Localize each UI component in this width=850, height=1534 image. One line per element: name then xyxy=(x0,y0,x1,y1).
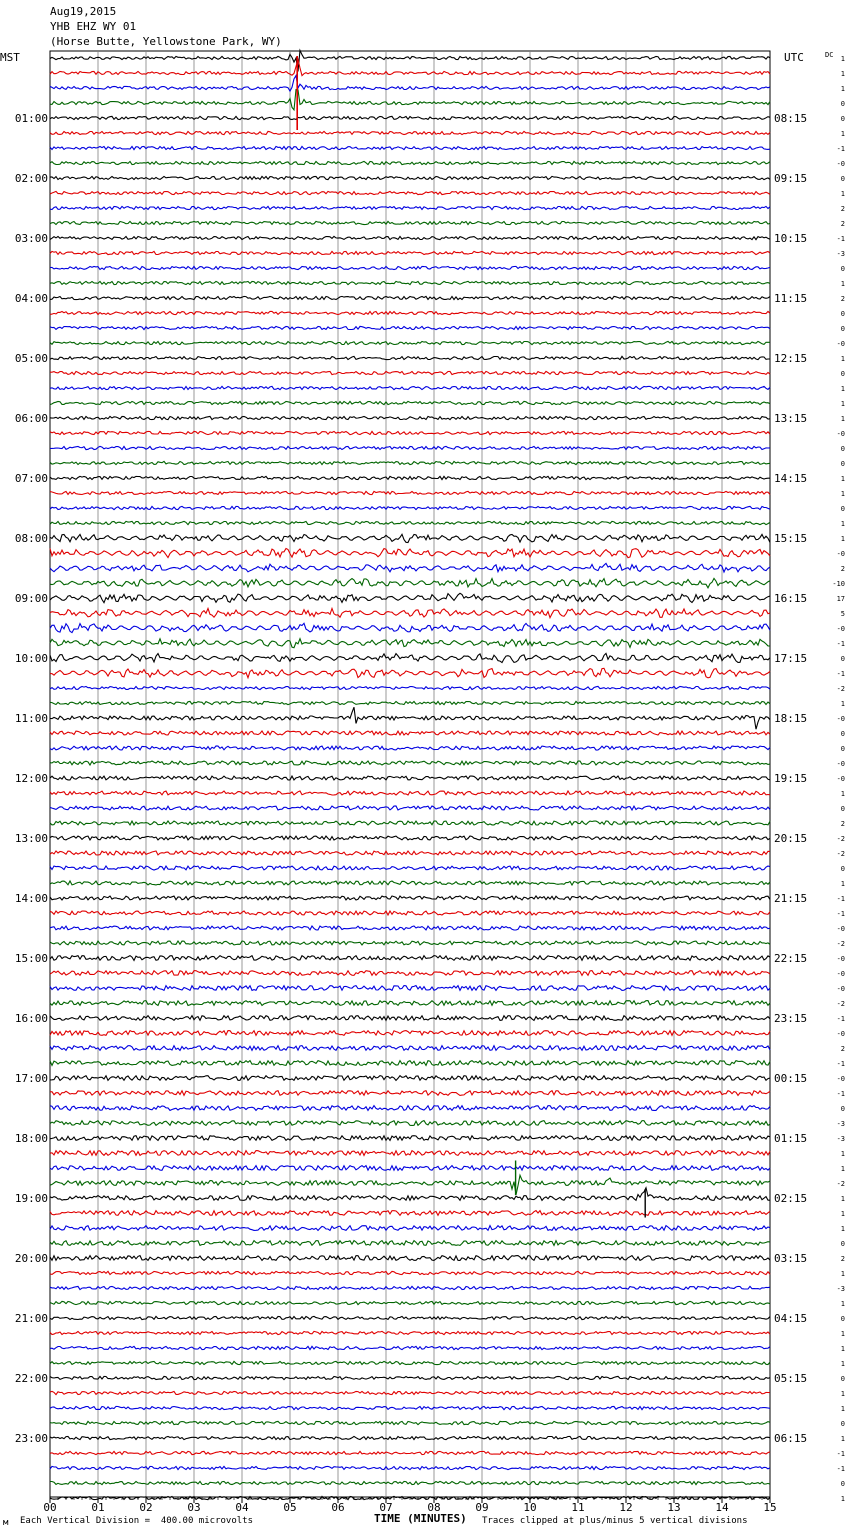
trace-row-43 xyxy=(50,701,770,704)
left-hour-label: 17:00 xyxy=(14,1072,48,1085)
right-hour-label: 15:15 xyxy=(774,532,808,545)
dc-offset-label: 1 xyxy=(840,1150,845,1158)
dc-offset-label: -2 xyxy=(836,1180,845,1188)
dc-offset-label: 0 xyxy=(840,865,845,873)
dc-offset-label: 0 xyxy=(840,805,845,813)
dc-offset-label: 2 xyxy=(840,565,845,573)
dc-offset-label: -0 xyxy=(836,340,845,348)
right-hour-label: 21:15 xyxy=(774,892,808,905)
left-hour-label: 13:00 xyxy=(14,832,48,845)
trace-row-48 xyxy=(50,776,770,780)
right-hour-label: 08:15 xyxy=(774,112,808,125)
trace-row-21 xyxy=(50,371,770,374)
trace-row-8 xyxy=(50,176,770,179)
x-tick-label: 00 xyxy=(43,1501,57,1514)
dc-offset-label: 1 xyxy=(840,1345,845,1353)
dc-offset-label: 2 xyxy=(840,1045,845,1053)
trace-row-75 xyxy=(50,1175,770,1195)
dc-offset-label: 1 xyxy=(840,1435,845,1443)
dc-offset-label: -1 xyxy=(836,640,845,648)
left-hour-label: 04:00 xyxy=(14,292,48,305)
x-tick-label: 05 xyxy=(283,1501,297,1514)
dc-offset-label: 1 xyxy=(840,85,845,93)
dc-offset-label: 1 xyxy=(840,70,845,78)
right-hour-label: 01:15 xyxy=(774,1132,808,1145)
trace-row-13 xyxy=(50,251,770,254)
trace-row-16 xyxy=(50,296,770,299)
scale-note: Each Vertical Division = 400.00 microvolts xyxy=(20,1516,253,1526)
left-hour-label: 02:00 xyxy=(14,172,48,185)
trace-row-57 xyxy=(50,911,770,915)
dc-offset-label: -0 xyxy=(836,1075,845,1083)
left-hour-label: 16:00 xyxy=(14,1012,48,1025)
x-tick-label: 07 xyxy=(379,1501,393,1514)
x-tick-label: 03 xyxy=(187,1501,201,1514)
right-hour-label: 14:15 xyxy=(774,472,808,485)
trace-row-83 xyxy=(50,1301,770,1304)
trace-row-71 xyxy=(50,1121,770,1126)
dc-offset-label: 0 xyxy=(840,745,845,753)
trace-row-88 xyxy=(50,1376,770,1379)
dc-header-label: DC xyxy=(825,51,834,59)
trace-row-59 xyxy=(50,941,770,945)
trace-row-31 xyxy=(50,521,770,524)
x-axis-title: TIME (MINUTES) xyxy=(374,1512,467,1525)
dc-offset-label: 1 xyxy=(840,490,845,498)
dc-offset-label: 0 xyxy=(840,445,845,453)
dc-offset-label: -0 xyxy=(836,970,845,978)
right-hour-label: 17:15 xyxy=(774,652,808,665)
right-hour-label: 22:15 xyxy=(774,952,808,965)
trace-row-67 xyxy=(50,1061,770,1066)
dc-offset-label: -0 xyxy=(836,550,845,558)
x-tick-label: 13 xyxy=(667,1501,681,1514)
dc-offset-label: -0 xyxy=(836,925,845,933)
trace-row-95 xyxy=(50,1481,770,1484)
right-hour-label: 12:15 xyxy=(774,352,808,365)
x-tick-label: 09 xyxy=(475,1501,489,1514)
trace-row-90 xyxy=(50,1406,770,1409)
dc-offset-label: 1 xyxy=(840,880,845,888)
dc-offset-label: -1 xyxy=(836,1090,845,1098)
left-hour-label: 12:00 xyxy=(14,772,48,785)
dc-offset-label: -1 xyxy=(836,1015,845,1023)
dc-offset-label: 2 xyxy=(840,295,845,303)
left-hour-label: 05:00 xyxy=(14,352,48,365)
dc-offset-label: 1 xyxy=(840,415,845,423)
trace-row-52 xyxy=(50,836,770,840)
right-hour-label: 10:15 xyxy=(774,232,808,245)
dc-offset-label: -1 xyxy=(836,895,845,903)
dc-offset-label: 1 xyxy=(840,1195,845,1203)
trace-row-92 xyxy=(50,1436,770,1439)
trace-row-64 xyxy=(50,1016,770,1021)
trace-row-20 xyxy=(50,356,770,359)
trace-row-27 xyxy=(50,461,770,464)
trace-row-73 xyxy=(50,1151,770,1156)
dc-offset-label: -1 xyxy=(836,1060,845,1068)
dc-offset-label: 0 xyxy=(840,1240,845,1248)
trace-row-11 xyxy=(50,221,770,224)
trace-row-82 xyxy=(50,1286,770,1289)
left-hour-label: 11:00 xyxy=(14,712,48,725)
dc-offset-label: -0 xyxy=(836,985,845,993)
header-date: Aug19,2015 xyxy=(50,5,117,18)
dc-offset-label: 0 xyxy=(840,370,845,378)
dc-offset-label: 0 xyxy=(840,1480,845,1488)
x-tick-label: 12 xyxy=(619,1501,633,1514)
dc-offset-label: -1 xyxy=(836,670,845,678)
dc-offset-label: -0 xyxy=(836,160,845,168)
trace-row-38 xyxy=(50,623,770,632)
trace-row-93 xyxy=(50,1451,770,1454)
left-hour-label: 21:00 xyxy=(14,1312,48,1325)
dc-offset-label: -1 xyxy=(836,910,845,918)
dc-offset-label: 1 xyxy=(840,1165,845,1173)
dc-offset-label: -0 xyxy=(836,1030,845,1038)
x-tick-label: 06 xyxy=(331,1501,345,1514)
dc-offset-label: -2 xyxy=(836,1000,845,1008)
trace-row-1 xyxy=(50,60,770,76)
trace-row-36 xyxy=(50,593,770,602)
trace-row-49 xyxy=(50,791,770,795)
right-hour-label: 03:15 xyxy=(774,1252,808,1265)
trace-row-39 xyxy=(50,639,770,648)
dc-offset-label: -2 xyxy=(836,850,845,858)
scale-mark: м xyxy=(3,1518,9,1528)
dc-offset-label: -3 xyxy=(836,1285,845,1293)
dc-offset-label: 1 xyxy=(840,190,845,198)
trace-row-70 xyxy=(50,1106,770,1111)
dc-offset-label: 2 xyxy=(840,820,845,828)
trace-row-23 xyxy=(50,401,770,404)
trace-row-29 xyxy=(50,491,770,494)
trace-row-91 xyxy=(50,1421,770,1424)
trace-row-51 xyxy=(50,821,770,825)
dc-offset-label: -1 xyxy=(836,235,845,243)
left-hour-label: 09:00 xyxy=(14,592,48,605)
trace-row-89 xyxy=(50,1391,770,1394)
dc-offset-label: 1 xyxy=(840,1390,845,1398)
dc-offset-label: -2 xyxy=(836,940,845,948)
trace-row-30 xyxy=(50,506,770,509)
dc-offset-label: 0 xyxy=(840,1375,845,1383)
dc-offset-label: 1 xyxy=(840,1495,845,1503)
left-hour-label: 14:00 xyxy=(14,892,48,905)
trace-row-28 xyxy=(50,476,770,479)
trace-row-55 xyxy=(50,881,770,885)
dc-offset-label: 17 xyxy=(836,595,845,603)
trace-row-61 xyxy=(50,971,770,976)
dc-offset-label: 1 xyxy=(840,475,845,483)
plot-border xyxy=(50,51,770,1497)
x-tick-label: 01 xyxy=(91,1501,105,1514)
trace-row-33 xyxy=(50,549,770,558)
left-hour-label: 18:00 xyxy=(14,1132,48,1145)
trace-row-46 xyxy=(50,746,770,750)
dc-offset-label: -0 xyxy=(836,430,845,438)
dc-offset-label: 2 xyxy=(840,1255,845,1263)
dc-offset-label: 2 xyxy=(840,220,845,228)
trace-row-74 xyxy=(50,1166,770,1171)
trace-row-9 xyxy=(50,191,770,194)
x-tick-label: 11 xyxy=(571,1501,585,1514)
dc-offset-label: 1 xyxy=(840,790,845,798)
dc-offset-label: -1 xyxy=(836,1465,845,1473)
trace-row-58 xyxy=(50,926,770,930)
right-hour-label: 11:15 xyxy=(774,292,808,305)
trace-row-19 xyxy=(50,341,770,344)
dc-offset-label: 0 xyxy=(840,310,845,318)
dc-offset-label: 5 xyxy=(840,610,845,618)
dc-offset-label: -0 xyxy=(836,715,845,723)
trace-row-72 xyxy=(50,1136,770,1141)
dc-offset-label: 0 xyxy=(840,655,845,663)
trace-row-35 xyxy=(50,578,770,587)
x-tick-label: 10 xyxy=(523,1501,537,1514)
trace-row-78 xyxy=(50,1226,770,1231)
trace-row-0 xyxy=(50,50,770,71)
trace-row-4 xyxy=(50,116,770,119)
trace-row-94 xyxy=(50,1466,770,1469)
trace-row-3 xyxy=(50,90,770,110)
trace-row-77 xyxy=(50,1211,770,1216)
dc-offset-label: 1 xyxy=(840,520,845,528)
left-hour-label: 20:00 xyxy=(14,1252,48,1265)
dc-offset-label: 1 xyxy=(840,700,845,708)
right-timezone-label: UTC xyxy=(784,51,804,64)
dc-offset-label: 0 xyxy=(840,1105,845,1113)
left-hour-label: 22:00 xyxy=(14,1372,48,1385)
dc-offset-label: 1 xyxy=(840,1330,845,1338)
dc-offset-label: -0 xyxy=(836,625,845,633)
dc-offset-label: -3 xyxy=(836,250,845,258)
trace-row-79 xyxy=(50,1241,770,1246)
right-hour-label: 19:15 xyxy=(774,772,808,785)
left-hour-label: 15:00 xyxy=(14,952,48,965)
dc-offset-label: -10 xyxy=(832,580,845,588)
dc-offset-label: 1 xyxy=(840,400,845,408)
trace-row-14 xyxy=(50,266,770,269)
x-tick-label: 15 xyxy=(763,1501,777,1514)
header-station: YHB EHZ WY 01 xyxy=(50,20,137,33)
dc-offset-label: 1 xyxy=(840,55,845,63)
dc-offset-label: 0 xyxy=(840,1315,845,1323)
left-hour-label: 08:00 xyxy=(14,532,48,545)
left-hour-label: 10:00 xyxy=(14,652,48,665)
trace-row-10 xyxy=(50,206,770,209)
trace-row-85 xyxy=(50,1331,770,1334)
right-hour-label: 09:15 xyxy=(774,172,808,185)
x-tick-label: 04 xyxy=(235,1501,249,1514)
trace-row-41 xyxy=(50,668,770,678)
dc-offset-label: 1 xyxy=(840,1300,845,1308)
dc-offset-label: 1 xyxy=(840,535,845,543)
trace-row-18 xyxy=(50,326,770,329)
right-hour-label: 00:15 xyxy=(774,1072,808,1085)
dc-offset-label: 0 xyxy=(840,1420,845,1428)
dc-offset-label: 0 xyxy=(840,175,845,183)
right-hour-label: 05:15 xyxy=(774,1372,808,1385)
left-hour-label: 01:00 xyxy=(14,112,48,125)
dc-offset-label: 1 xyxy=(840,1405,845,1413)
right-hour-label: 23:15 xyxy=(774,1012,808,1025)
trace-row-76 xyxy=(50,1188,770,1201)
trace-row-69 xyxy=(50,1091,770,1096)
trace-row-34 xyxy=(50,563,770,572)
dc-offset-label: -3 xyxy=(836,1135,845,1143)
dc-offset-label: 0 xyxy=(840,265,845,273)
dc-offset-label: 1 xyxy=(840,1270,845,1278)
trace-row-26 xyxy=(50,446,770,449)
trace-row-87 xyxy=(50,1361,770,1364)
left-hour-label: 23:00 xyxy=(14,1432,48,1445)
trace-row-81 xyxy=(50,1271,770,1274)
dc-offset-label: 0 xyxy=(840,115,845,123)
right-hour-label: 06:15 xyxy=(774,1432,808,1445)
trace-row-44 xyxy=(50,707,770,729)
right-hour-label: 02:15 xyxy=(774,1192,808,1205)
trace-row-42 xyxy=(50,686,770,689)
right-hour-label: 13:15 xyxy=(774,412,808,425)
trace-row-25 xyxy=(50,431,770,434)
left-hour-label: 03:00 xyxy=(14,232,48,245)
trace-row-86 xyxy=(50,1346,770,1349)
dc-offset-label: -0 xyxy=(836,775,845,783)
trace-row-32 xyxy=(50,534,770,542)
dc-offset-label: 1 xyxy=(840,1210,845,1218)
dc-offset-label: 1 xyxy=(840,385,845,393)
dc-offset-label: -2 xyxy=(836,685,845,693)
left-timezone-label: MST xyxy=(0,51,20,64)
dc-offset-label: 1 xyxy=(840,1360,845,1368)
trace-row-22 xyxy=(50,386,770,389)
trace-row-17 xyxy=(50,311,770,314)
trace-row-53 xyxy=(50,851,770,855)
trace-row-54 xyxy=(50,866,770,870)
trace-row-40 xyxy=(50,653,770,662)
trace-row-6 xyxy=(50,146,770,149)
header-location: (Horse Butte, Yellowstone Park, WY) xyxy=(50,35,282,48)
right-hour-label: 04:15 xyxy=(774,1312,808,1325)
right-hour-label: 16:15 xyxy=(774,592,808,605)
dc-offset-label: -2 xyxy=(836,835,845,843)
x-tick-label: 08 xyxy=(427,1501,441,1514)
x-tick-label: 14 xyxy=(715,1501,729,1514)
trace-row-68 xyxy=(50,1076,770,1081)
dc-offset-label: 0 xyxy=(840,505,845,513)
clip-note: Traces clipped at plus/minus 5 vertical divisions xyxy=(482,1516,748,1526)
dc-offset-label: 2 xyxy=(840,205,845,213)
trace-row-7 xyxy=(50,161,770,164)
trace-row-47 xyxy=(50,761,770,765)
trace-row-84 xyxy=(50,1316,770,1319)
trace-row-5 xyxy=(50,131,770,134)
trace-row-80 xyxy=(50,1256,770,1261)
right-hour-label: 20:15 xyxy=(774,832,808,845)
dc-offset-label: 0 xyxy=(840,325,845,333)
trace-row-24 xyxy=(50,416,770,419)
trace-row-66 xyxy=(50,1046,770,1051)
trace-row-45 xyxy=(50,731,770,735)
left-hour-label: 19:00 xyxy=(14,1192,48,1205)
dc-offset-label: 1 xyxy=(840,280,845,288)
trace-row-65 xyxy=(50,1031,770,1036)
dc-offset-label: 0 xyxy=(840,730,845,738)
trace-row-60 xyxy=(50,956,770,961)
dc-offset-label: 0 xyxy=(840,460,845,468)
trace-row-62 xyxy=(50,986,770,991)
trace-row-2 xyxy=(50,76,770,92)
trace-row-56 xyxy=(50,896,770,900)
trace-row-12 xyxy=(50,236,770,239)
dc-offset-label: 1 xyxy=(840,130,845,138)
dc-offset-label: -1 xyxy=(836,145,845,153)
x-tick-label: 02 xyxy=(139,1501,153,1514)
dc-offset-label: -1 xyxy=(836,1450,845,1458)
dc-offset-label: -0 xyxy=(836,760,845,768)
dc-offset-label: 1 xyxy=(840,355,845,363)
dc-offset-label: -0 xyxy=(836,955,845,963)
trace-row-37 xyxy=(50,608,770,617)
dc-offset-label: -3 xyxy=(836,1120,845,1128)
dc-offset-label: 1 xyxy=(840,1225,845,1233)
trace-row-50 xyxy=(50,806,770,810)
left-hour-label: 06:00 xyxy=(14,412,48,425)
trace-row-63 xyxy=(50,1001,770,1006)
left-hour-label: 07:00 xyxy=(14,472,48,485)
trace-row-15 xyxy=(50,281,770,284)
dc-offset-label: 0 xyxy=(840,100,845,108)
right-hour-label: 18:15 xyxy=(774,712,808,725)
